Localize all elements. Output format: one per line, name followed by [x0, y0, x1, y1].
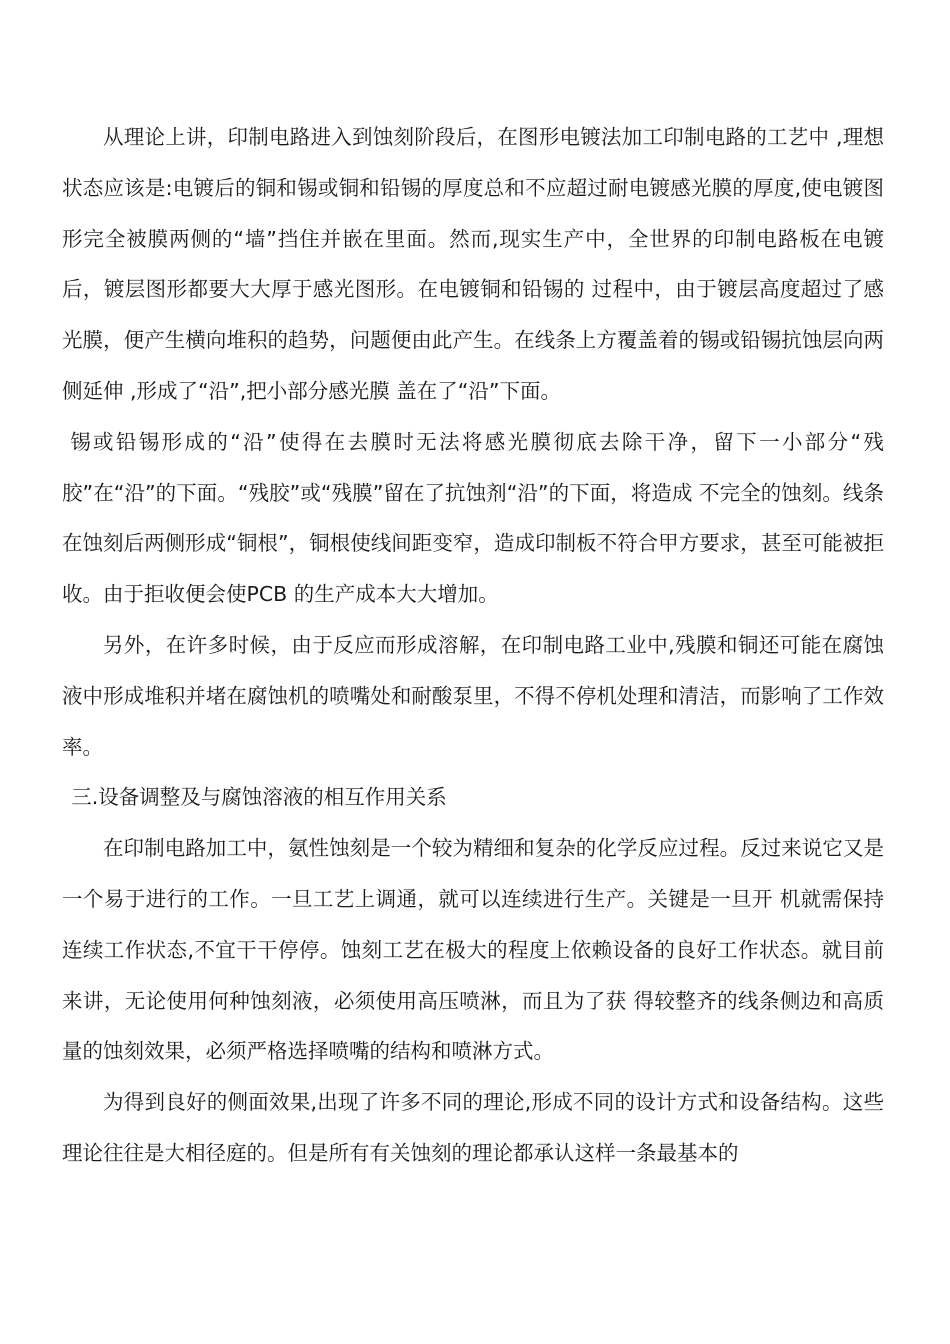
- paragraph-etching-theory: 从理论上讲，印制电路进入到蚀刻阶段后，在图形电镀法加工印制电路的工艺中 ,理想状态应该是:电镀后的铜和锡或铜和铅锡的厚度总和不应超过耐电镀感光膜的厚度,使电镀图形完全被膜两侧的“墙”挡住并嵌在里面。然而,现实生产中，全世界的印制电路板在电镀后，镀层图形都要大大厚于感光图形。在电镀铜和铅锡的 过程中，由于镀层高度超过了感光膜，便产生横向堆积的趋势，问题便由此产生。在线条上方覆盖着的锡或铅锡抗蚀层向两侧延伸 ,形成了“沿”,把小部分感光膜 盖在了“沿”下面。: [62, 125, 884, 403]
- document-body: [62, 112, 884, 1179]
- paragraph-ammonia-etching: 在印制电路加工中，氨性蚀刻是一个较为精细和复杂的化学反应过程。反过来说它又是一个易于进行的工作。一旦工艺上调通，就可以连续进行生产。关键是一旦开 机就需保持连续工作状态,不宜干干停停。蚀刻工艺在极大的程度上依赖设备的良好工作状态。就目前来讲，无论使用何种蚀刻液，必须使用高压喷淋，而且为了获 得较整齐的线条侧边和高质量的蚀刻效果，必须严格选择喷嘴的结构和喷淋方式。: [62, 836, 884, 1064]
- paragraph-accumulation: 另外，在许多时候，由于反应而形成溶解，在印制电路工业中,残膜和铜还可能在腐蚀液中形成堆积并堵在腐蚀机的喷嘴处和耐酸泵里，不得不停机处理和清洁，而影响了工作效率。: [62, 632, 884, 759]
- paragraph-side-effect: 为得到良好的侧面效果,出现了许多不同的理论,形成不同的设计方式和设备结构。这些理论往往是大相径庭的。但是所有有关蚀刻的理论都承认这样一条最基本的: [62, 1090, 884, 1165]
- section-heading: 三.设备调整及与腐蚀溶液的相互作用关系: [71, 785, 447, 810]
- paragraph-residual-film: 锡或铅锡形成的“沿”使得在去膜时无法将感光膜彻底去除干净，留下一小部分“残胶”在“沿”的下面。“残胶”或“残膜”留在了抗蚀剂“沿”的下面，将造成 不完全的蚀刻。线条在蚀刻后两侧形成“铜根”，铜根使线间距变窄，造成印制板不符合甲方要求，甚至可能被拒收。由于拒收便会使PCB 的生产成本大大增加。: [62, 429, 884, 607]
